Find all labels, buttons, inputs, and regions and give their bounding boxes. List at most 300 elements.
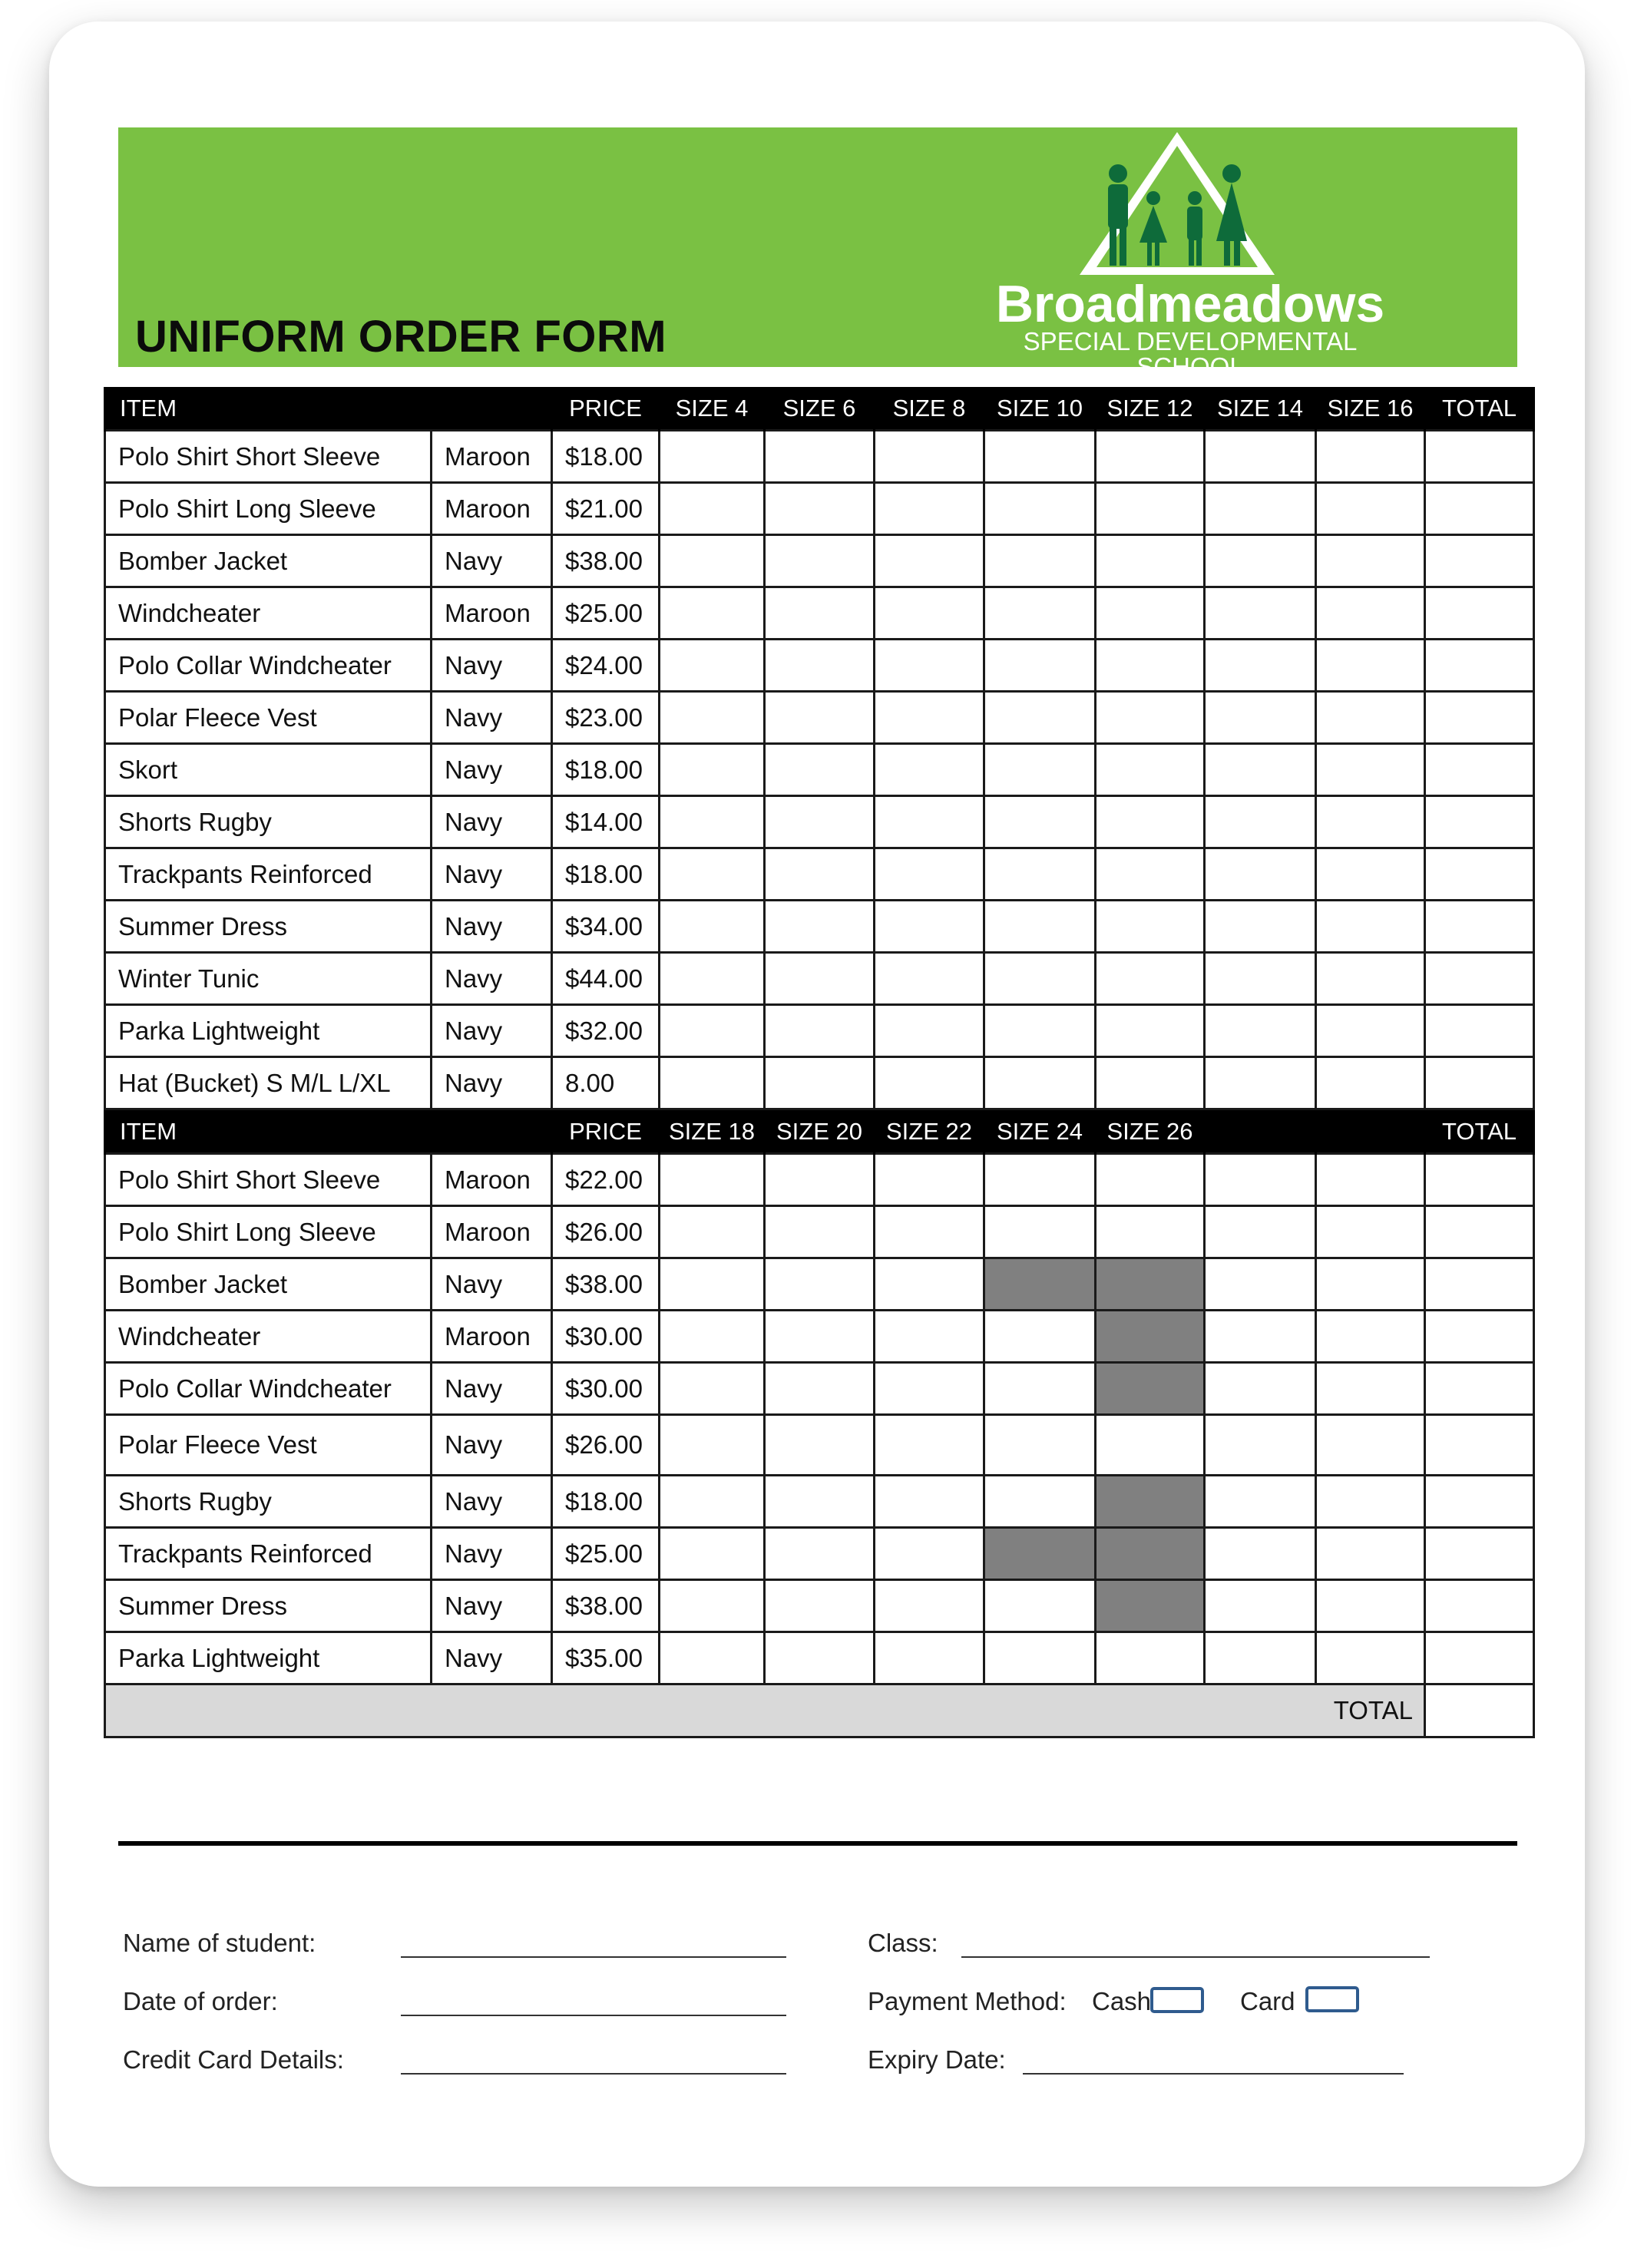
size-quantity-cell[interactable] [765, 1528, 875, 1580]
size-quantity-cell[interactable] [984, 1206, 1096, 1258]
size-quantity-cell[interactable] [875, 1057, 984, 1109]
table-row [105, 901, 1534, 953]
credit-card-field[interactable] [401, 2073, 786, 2075]
size-quantity-cell[interactable] [660, 1206, 765, 1258]
size-quantity-cell[interactable] [1316, 1154, 1425, 1206]
item-colour: Navy [432, 640, 552, 692]
size-quantity-cell[interactable] [1205, 1363, 1316, 1415]
size-quantity-cell[interactable] [984, 953, 1096, 1005]
size-quantity-cell[interactable] [1096, 1057, 1205, 1109]
table-row [105, 1528, 1534, 1580]
size-quantity-cell[interactable] [1316, 1632, 1425, 1684]
size-quantity-cell[interactable] [984, 744, 1096, 796]
item-colour: Navy [432, 1528, 552, 1580]
size-quantity-cell[interactable] [1205, 1415, 1316, 1476]
table-row [105, 1154, 1534, 1206]
unavailable-size-cell [1096, 1363, 1205, 1415]
item-colour: Maroon [432, 1154, 552, 1206]
size-quantity-cell[interactable] [660, 1005, 765, 1057]
size-quantity-cell[interactable] [660, 692, 765, 744]
table-row [105, 796, 1534, 848]
size-quantity-cell[interactable] [1205, 1206, 1316, 1258]
size-quantity-cell[interactable] [1316, 901, 1425, 953]
size-quantity-cell[interactable] [660, 848, 765, 901]
size-quantity-cell[interactable] [1096, 901, 1205, 953]
card-checkbox[interactable] [1305, 1986, 1359, 2012]
size-quantity-cell[interactable] [984, 901, 1096, 953]
size-quantity-cell[interactable] [875, 1005, 984, 1057]
unavailable-size-cell [1096, 1311, 1205, 1363]
size-quantity-cell[interactable] [765, 1206, 875, 1258]
size-quantity-cell[interactable] [984, 483, 1096, 535]
size-quantity-cell[interactable] [875, 535, 984, 587]
item-colour: Navy [432, 535, 552, 587]
table-row [105, 1206, 1534, 1258]
size-quantity-cell[interactable] [984, 692, 1096, 744]
size-quantity-cell[interactable] [660, 1528, 765, 1580]
size-quantity-cell[interactable] [984, 1632, 1096, 1684]
size-quantity-cell[interactable] [984, 1057, 1096, 1109]
size-quantity-cell[interactable] [1316, 1363, 1425, 1415]
size-quantity-cell[interactable] [1096, 1005, 1205, 1057]
grand-total-cell[interactable] [1425, 1684, 1534, 1737]
size-quantity-cell[interactable] [875, 953, 984, 1005]
grand-total-row [105, 1684, 1534, 1737]
item-price: $18.00 [552, 431, 660, 483]
size-quantity-cell[interactable] [1316, 640, 1425, 692]
item-price: $34.00 [552, 901, 660, 953]
size-quantity-cell[interactable] [1316, 483, 1425, 535]
size-quantity-cell[interactable] [984, 535, 1096, 587]
size-quantity-cell[interactable] [765, 1311, 875, 1363]
item-price: $18.00 [552, 848, 660, 901]
table-header-row [105, 1109, 1534, 1154]
size-quantity-cell[interactable] [765, 901, 875, 953]
size-quantity-cell[interactable] [765, 1632, 875, 1684]
item-name: Parka Lightweight [105, 1005, 432, 1057]
size-quantity-cell[interactable] [984, 1476, 1096, 1528]
size-quantity-cell[interactable] [875, 587, 984, 640]
header-item: ITEM [105, 1109, 552, 1154]
header-size: SIZE 20 [765, 1109, 875, 1154]
size-quantity-cell[interactable] [765, 1154, 875, 1206]
size-quantity-cell[interactable] [765, 1005, 875, 1057]
size-quantity-cell[interactable] [1205, 848, 1316, 901]
item-price: $32.00 [552, 1005, 660, 1057]
row-total-cell[interactable] [1425, 1258, 1534, 1311]
size-quantity-cell[interactable] [1205, 953, 1316, 1005]
class-field[interactable] [961, 1956, 1430, 1958]
item-name: Polar Fleece Vest [105, 692, 432, 744]
unavailable-size-cell [1096, 1476, 1205, 1528]
item-name: Polo Shirt Short Sleeve [105, 1154, 432, 1206]
item-price: $14.00 [552, 796, 660, 848]
size-quantity-cell[interactable] [765, 1415, 875, 1476]
item-name: Trackpants Reinforced [105, 1528, 432, 1580]
size-quantity-cell[interactable] [660, 953, 765, 1005]
size-quantity-cell[interactable] [660, 901, 765, 953]
size-quantity-cell[interactable] [1205, 1580, 1316, 1632]
size-quantity-cell[interactable] [1205, 1528, 1316, 1580]
size-quantity-cell[interactable] [875, 640, 984, 692]
item-name: Winter Tunic [105, 953, 432, 1005]
size-quantity-cell[interactable] [765, 953, 875, 1005]
item-colour: Maroon [432, 483, 552, 535]
size-quantity-cell[interactable] [1316, 692, 1425, 744]
header-size: SIZE 22 [875, 1109, 984, 1154]
item-colour: Navy [432, 1005, 552, 1057]
size-quantity-cell[interactable] [765, 535, 875, 587]
size-quantity-cell[interactable] [984, 1415, 1096, 1476]
cash-checkbox[interactable] [1150, 1987, 1204, 2013]
table-row [105, 483, 1534, 535]
size-quantity-cell[interactable] [765, 1258, 875, 1311]
item-name: Windcheater [105, 1311, 432, 1363]
size-quantity-cell[interactable] [1096, 483, 1205, 535]
row-total-cell[interactable] [1425, 692, 1534, 744]
table-row [105, 1580, 1534, 1632]
table-header-row [105, 387, 1534, 431]
size-quantity-cell[interactable] [875, 1528, 984, 1580]
size-quantity-cell[interactable] [1096, 1415, 1205, 1476]
size-quantity-cell[interactable] [765, 1580, 875, 1632]
unavailable-size-cell [984, 1258, 1096, 1311]
row-total-cell[interactable] [1425, 901, 1534, 953]
size-quantity-cell[interactable] [1205, 1154, 1316, 1206]
table-row [105, 1363, 1534, 1415]
payment-method-label: Payment Method: [868, 1987, 1067, 2015]
table-row [105, 431, 1534, 483]
size-quantity-cell[interactable] [1096, 796, 1205, 848]
row-total-cell[interactable] [1425, 953, 1534, 1005]
row-total-cell[interactable] [1425, 796, 1534, 848]
size-quantity-cell[interactable] [1316, 1415, 1425, 1476]
size-quantity-cell[interactable] [660, 1258, 765, 1311]
item-price: $38.00 [552, 1580, 660, 1632]
item-colour: Navy [432, 796, 552, 848]
table-row [105, 1057, 1534, 1109]
unavailable-size-cell [1096, 1580, 1205, 1632]
item-price: $35.00 [552, 1632, 660, 1684]
header-size: SIZE 24 [984, 1109, 1096, 1154]
size-quantity-cell[interactable] [765, 587, 875, 640]
size-quantity-cell[interactable] [765, 1476, 875, 1528]
size-quantity-cell[interactable] [875, 901, 984, 953]
item-colour: Navy [432, 1057, 552, 1109]
item-colour: Navy [432, 848, 552, 901]
size-quantity-cell[interactable] [1096, 744, 1205, 796]
student-name-label: Name of student: [123, 1929, 316, 1957]
size-quantity-cell[interactable] [875, 1580, 984, 1632]
cash-label: Cash [1092, 1987, 1152, 2015]
size-quantity-cell[interactable] [1096, 640, 1205, 692]
size-quantity-cell[interactable] [875, 1476, 984, 1528]
size-quantity-cell[interactable] [1205, 744, 1316, 796]
item-price: $24.00 [552, 640, 660, 692]
size-quantity-cell[interactable] [1205, 640, 1316, 692]
row-total-cell[interactable] [1425, 1206, 1534, 1258]
row-total-cell[interactable] [1425, 483, 1534, 535]
size-quantity-cell[interactable] [875, 796, 984, 848]
item-name: Parka Lightweight [105, 1632, 432, 1684]
size-quantity-cell[interactable] [984, 1005, 1096, 1057]
header-size: SIZE 10 [984, 387, 1096, 431]
table-row [105, 692, 1534, 744]
table-row [105, 953, 1534, 1005]
size-quantity-cell[interactable] [660, 1057, 765, 1109]
size-quantity-cell[interactable] [1316, 1057, 1425, 1109]
size-quantity-cell[interactable] [984, 1363, 1096, 1415]
item-price: $23.00 [552, 692, 660, 744]
item-name: Shorts Rugby [105, 1476, 432, 1528]
row-total-cell[interactable] [1425, 1476, 1534, 1528]
size-quantity-cell[interactable] [875, 1258, 984, 1311]
row-total-cell[interactable] [1425, 848, 1534, 901]
header-empty [1316, 1109, 1425, 1154]
size-quantity-cell[interactable] [765, 796, 875, 848]
size-quantity-cell[interactable] [765, 1363, 875, 1415]
size-quantity-cell[interactable] [1316, 431, 1425, 483]
row-total-cell[interactable] [1425, 1528, 1534, 1580]
expiry-date-label: Expiry Date: [868, 2045, 1006, 2074]
header-total: TOTAL [1425, 1109, 1534, 1154]
size-quantity-cell[interactable] [1316, 1580, 1425, 1632]
size-quantity-cell[interactable] [1096, 1154, 1205, 1206]
size-quantity-cell[interactable] [1316, 1528, 1425, 1580]
item-name: Polo Shirt Long Sleeve [105, 483, 432, 535]
table-row [105, 640, 1534, 692]
size-quantity-cell[interactable] [984, 431, 1096, 483]
size-quantity-cell[interactable] [660, 483, 765, 535]
item-name: Hat (Bucket) S M/L L/XL [105, 1057, 432, 1109]
row-total-cell[interactable] [1425, 1363, 1534, 1415]
item-name: Polo Shirt Long Sleeve [105, 1206, 432, 1258]
item-price: $21.00 [552, 483, 660, 535]
row-total-cell[interactable] [1425, 431, 1534, 483]
size-quantity-cell[interactable] [875, 431, 984, 483]
header-empty [1205, 1109, 1316, 1154]
size-quantity-cell[interactable] [1205, 587, 1316, 640]
row-total-cell[interactable] [1425, 1415, 1534, 1476]
class-label: Class: [868, 1929, 938, 1957]
item-price: $38.00 [552, 535, 660, 587]
row-total-cell[interactable] [1425, 1057, 1534, 1109]
size-quantity-cell[interactable] [660, 1632, 765, 1684]
item-price: 8.00 [552, 1057, 660, 1109]
date-of-order-field[interactable] [401, 2015, 786, 2016]
size-quantity-cell[interactable] [1205, 1057, 1316, 1109]
size-quantity-cell[interactable] [660, 1363, 765, 1415]
row-total-cell[interactable] [1425, 535, 1534, 587]
school-name: Broadmeadows [995, 275, 1385, 333]
size-quantity-cell[interactable] [660, 1415, 765, 1476]
row-total-cell[interactable] [1425, 1154, 1534, 1206]
size-quantity-cell[interactable] [1205, 796, 1316, 848]
size-quantity-cell[interactable] [875, 483, 984, 535]
size-quantity-cell[interactable] [984, 848, 1096, 901]
item-colour: Navy [432, 744, 552, 796]
size-quantity-cell[interactable] [1096, 535, 1205, 587]
school-logo [975, 127, 1405, 381]
item-colour: Navy [432, 1363, 552, 1415]
size-quantity-cell[interactable] [765, 692, 875, 744]
size-quantity-cell[interactable] [765, 640, 875, 692]
header-size: SIZE 6 [765, 387, 875, 431]
page-title: UNIFORM ORDER FORM [135, 312, 667, 362]
table-row [105, 1005, 1534, 1057]
size-quantity-cell[interactable] [1316, 1258, 1425, 1311]
size-quantity-cell[interactable] [1316, 796, 1425, 848]
size-quantity-cell[interactable] [1096, 1632, 1205, 1684]
size-quantity-cell[interactable] [1316, 1206, 1425, 1258]
size-quantity-cell[interactable] [984, 1311, 1096, 1363]
size-quantity-cell[interactable] [875, 1415, 984, 1476]
size-quantity-cell[interactable] [1316, 1311, 1425, 1363]
size-quantity-cell[interactable] [1205, 1311, 1316, 1363]
table-row [105, 1415, 1534, 1476]
header-price: PRICE [552, 1109, 660, 1154]
size-quantity-cell[interactable] [875, 1632, 984, 1684]
item-name: Polar Fleece Vest [105, 1415, 432, 1476]
size-quantity-cell[interactable] [1205, 1476, 1316, 1528]
item-name: Polo Collar Windcheater [105, 640, 432, 692]
size-quantity-cell[interactable] [1316, 1476, 1425, 1528]
size-quantity-cell[interactable] [1096, 953, 1205, 1005]
school-subtitle: SPECIAL DEVELOPMENTAL SCHOOL [1023, 327, 1358, 381]
header-size: SIZE 4 [660, 387, 765, 431]
size-quantity-cell[interactable] [660, 1580, 765, 1632]
row-total-cell[interactable] [1425, 1311, 1534, 1363]
grand-total-label: TOTAL [105, 1684, 1425, 1737]
size-quantity-cell[interactable] [765, 744, 875, 796]
size-quantity-cell[interactable] [875, 744, 984, 796]
student-name-field[interactable] [401, 1956, 786, 1958]
size-quantity-cell[interactable] [875, 1363, 984, 1415]
size-quantity-cell[interactable] [765, 483, 875, 535]
size-quantity-cell[interactable] [984, 796, 1096, 848]
size-quantity-cell[interactable] [1096, 848, 1205, 901]
size-quantity-cell[interactable] [660, 587, 765, 640]
size-quantity-cell[interactable] [660, 1154, 765, 1206]
item-colour: Maroon [432, 587, 552, 640]
item-price: $44.00 [552, 953, 660, 1005]
size-quantity-cell[interactable] [984, 640, 1096, 692]
size-quantity-cell[interactable] [1096, 1206, 1205, 1258]
size-quantity-cell[interactable] [1205, 901, 1316, 953]
item-name: Bomber Jacket [105, 1258, 432, 1311]
size-quantity-cell[interactable] [1316, 1005, 1425, 1057]
size-quantity-cell[interactable] [984, 587, 1096, 640]
expiry-date-field[interactable] [1023, 2073, 1404, 2075]
row-total-cell[interactable] [1425, 640, 1534, 692]
size-quantity-cell[interactable] [765, 848, 875, 901]
item-price: $25.00 [552, 587, 660, 640]
size-quantity-cell[interactable] [1316, 587, 1425, 640]
item-price: $22.00 [552, 1154, 660, 1206]
item-colour: Navy [432, 1476, 552, 1528]
uniform-order-table [104, 387, 1535, 1738]
size-quantity-cell[interactable] [1316, 535, 1425, 587]
size-quantity-cell[interactable] [660, 744, 765, 796]
size-quantity-cell[interactable] [1205, 1005, 1316, 1057]
item-colour: Navy [432, 692, 552, 744]
size-quantity-cell[interactable] [875, 848, 984, 901]
size-quantity-cell[interactable] [875, 692, 984, 744]
row-total-cell[interactable] [1425, 1005, 1534, 1057]
size-quantity-cell[interactable] [660, 535, 765, 587]
size-quantity-cell[interactable] [1096, 587, 1205, 640]
item-colour: Navy [432, 901, 552, 953]
size-quantity-cell[interactable] [660, 431, 765, 483]
header-size: SIZE 14 [1205, 387, 1316, 431]
row-total-cell[interactable] [1425, 1632, 1534, 1684]
item-name: Summer Dress [105, 1580, 432, 1632]
header-size: SIZE 26 [1096, 1109, 1205, 1154]
size-quantity-cell[interactable] [1205, 1632, 1316, 1684]
row-total-cell[interactable] [1425, 587, 1534, 640]
size-quantity-cell[interactable] [1205, 1258, 1316, 1311]
size-quantity-cell[interactable] [1205, 431, 1316, 483]
header-total: TOTAL [1425, 387, 1534, 431]
size-quantity-cell[interactable] [875, 1154, 984, 1206]
size-quantity-cell[interactable] [1205, 483, 1316, 535]
item-name: Shorts Rugby [105, 796, 432, 848]
item-colour: Navy [432, 953, 552, 1005]
table-row [105, 1476, 1534, 1528]
size-quantity-cell[interactable] [875, 1206, 984, 1258]
size-quantity-cell[interactable] [1096, 431, 1205, 483]
item-price: $18.00 [552, 744, 660, 796]
table-row [105, 744, 1534, 796]
size-quantity-cell[interactable] [1096, 692, 1205, 744]
item-name: Summer Dress [105, 901, 432, 953]
section-divider [118, 1841, 1517, 1846]
size-quantity-cell[interactable] [660, 796, 765, 848]
size-quantity-cell[interactable] [1205, 692, 1316, 744]
size-quantity-cell[interactable] [1316, 744, 1425, 796]
table-row [105, 587, 1534, 640]
row-total-cell[interactable] [1425, 1580, 1534, 1632]
row-total-cell[interactable] [1425, 744, 1534, 796]
size-quantity-cell[interactable] [765, 1057, 875, 1109]
item-name: Trackpants Reinforced [105, 848, 432, 901]
size-quantity-cell[interactable] [1316, 953, 1425, 1005]
item-name: Bomber Jacket [105, 535, 432, 587]
item-colour: Maroon [432, 1206, 552, 1258]
size-quantity-cell[interactable] [765, 431, 875, 483]
item-price: $30.00 [552, 1363, 660, 1415]
size-quantity-cell[interactable] [984, 1154, 1096, 1206]
family-house-icon [1073, 129, 1281, 279]
unavailable-size-cell [1096, 1528, 1205, 1580]
item-colour: Maroon [432, 1311, 552, 1363]
size-quantity-cell[interactable] [660, 640, 765, 692]
size-quantity-cell[interactable] [660, 1476, 765, 1528]
item-colour: Navy [432, 1580, 552, 1632]
item-name: Skort [105, 744, 432, 796]
item-price: $30.00 [552, 1311, 660, 1363]
size-quantity-cell[interactable] [660, 1311, 765, 1363]
size-quantity-cell[interactable] [875, 1311, 984, 1363]
size-quantity-cell[interactable] [984, 1580, 1096, 1632]
header-banner [118, 127, 1517, 381]
item-price: $26.00 [552, 1415, 660, 1476]
item-price: $38.00 [552, 1258, 660, 1311]
size-quantity-cell[interactable] [1205, 535, 1316, 587]
item-name: Windcheater [105, 587, 432, 640]
size-quantity-cell[interactable] [1316, 848, 1425, 901]
table-row [105, 1632, 1534, 1684]
